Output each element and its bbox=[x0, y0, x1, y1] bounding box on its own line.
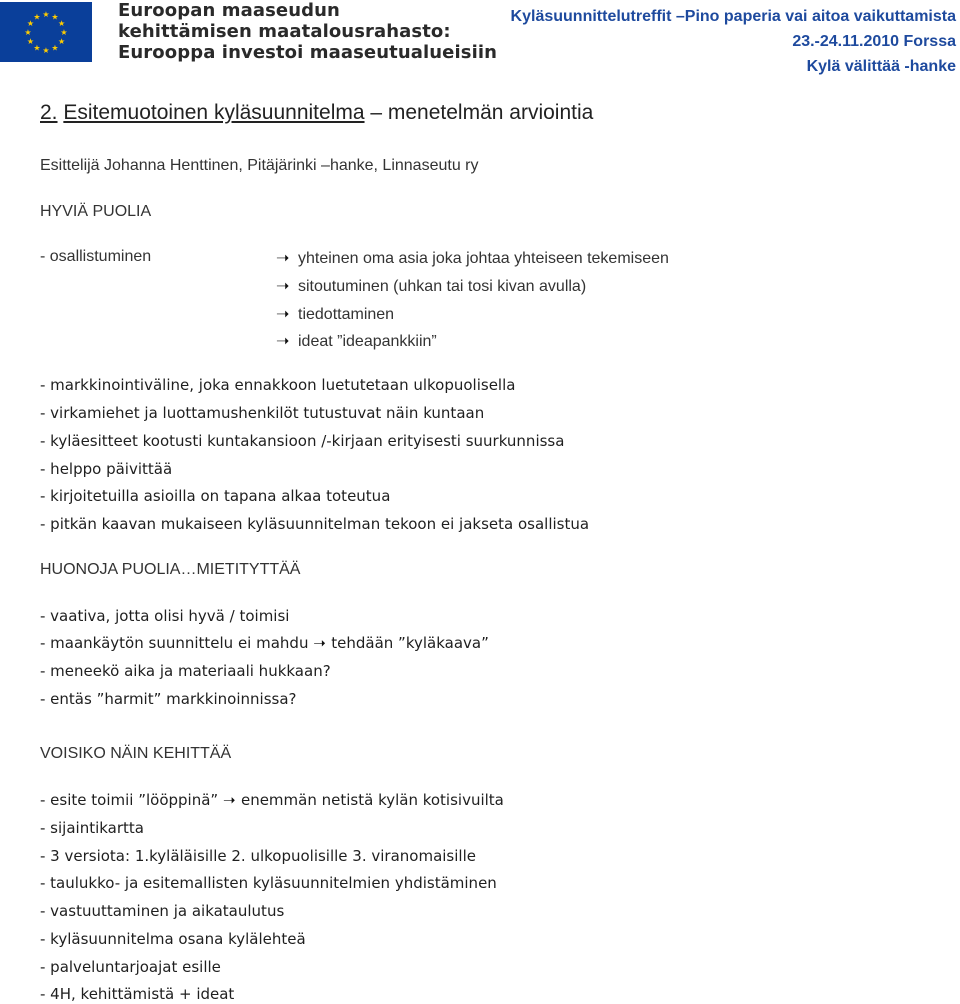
good-item: - helppo päivittää bbox=[40, 460, 173, 478]
flag-star-icon: ★ bbox=[42, 10, 50, 19]
right-arrow-icon: ➝ bbox=[276, 333, 290, 350]
improve-item: - 3 versiota: 1.kyläläisille 2. ulkopuolisille 3. viranomaisille bbox=[40, 847, 476, 865]
flag-star-icon: ★ bbox=[26, 19, 34, 28]
bad-item: - entäs ”harmit” markkinoinnissa? bbox=[40, 690, 297, 708]
right-arrow-icon: ➝ bbox=[313, 634, 326, 652]
improve-item: - vastuuttaminen ja aikataulutus bbox=[40, 902, 285, 920]
flag-star-icon: ★ bbox=[33, 12, 41, 22]
flag-star-icon: ★ bbox=[24, 28, 32, 37]
right-arrow-icon: ➝ bbox=[276, 306, 290, 323]
good-item: - kyläesitteet kootusti kuntakansioon /-kirjaan erityisesti suurkunnissa bbox=[40, 432, 565, 450]
improve-item: - 4H, kehittämistä + ideat bbox=[40, 985, 235, 1003]
participation-label: - osallistuminen bbox=[40, 248, 152, 265]
arrow-item: ➝ tiedottaminen bbox=[276, 306, 395, 323]
bad-item: - meneekö aika ja materiaali hukkaan? bbox=[40, 662, 331, 680]
page-header bbox=[0, 0, 960, 75]
right-arrow-icon: ➝ bbox=[276, 250, 290, 267]
flag-star-icon: ★ bbox=[26, 37, 34, 46]
improve-item: - palveluntarjoajat esille bbox=[40, 958, 221, 976]
fund-line: Euroopan maaseudun bbox=[118, 0, 340, 21]
event-title: Kyläsuunnittelutreffit –Pino paperia vai aitoa vaikuttamista bbox=[510, 8, 956, 25]
arrow-item: ➝ ideat ”ideapankkiin” bbox=[276, 333, 437, 350]
bad-item: - maankäytön suunnittelu ei mahdu ➝ tehdään ”kyläkaava” bbox=[40, 634, 489, 652]
fund-line: kehittämisen maatalousrahasto: bbox=[118, 21, 451, 42]
eu-flag-icon bbox=[0, 2, 92, 62]
good-item: - virkamiehet ja luottamushenkilöt tutustuvat näin kuntaan bbox=[40, 404, 485, 422]
improve-item: - esite toimii ”lööppinä” ➝ enemmän netistä kylän kotisivuilta bbox=[40, 791, 504, 809]
good-item: - markkinointiväline, joka ennakkoon luetutetaan ulkopuolisella bbox=[40, 376, 516, 394]
flag-star-icon: ★ bbox=[42, 46, 50, 55]
right-arrow-icon: ➝ bbox=[276, 278, 290, 295]
event-date: 23.-24.11.2010 Forssa bbox=[792, 33, 956, 50]
improve-item: - taulukko- ja esitemallisten kyläsuunnitelmien yhdistäminen bbox=[40, 874, 497, 892]
heading-underlined: Esitemuotoinen kyläsuunnitelma bbox=[63, 101, 365, 124]
flag-star-icon: ★ bbox=[51, 43, 59, 53]
flag-star-icon: ★ bbox=[58, 19, 66, 28]
fund-line: Eurooppa investoi maaseutualueisiin bbox=[118, 42, 498, 63]
fund-title bbox=[118, 0, 498, 63]
event-info bbox=[511, 4, 956, 79]
bad-title: HUONOJA PUOLIA…MIETITYTTÄÄ bbox=[40, 561, 301, 578]
right-arrow-icon: ➝ bbox=[222, 791, 236, 809]
flag-star-icon: ★ bbox=[60, 28, 68, 37]
improve-item: - kyläsuunnitelma osana kylälehteä bbox=[40, 930, 306, 948]
heading-number: 2. bbox=[40, 101, 58, 124]
arrow-item: ➝ sitoutuminen (uhkan tai tosi kivan avulla) bbox=[276, 278, 587, 295]
flag-star-icon: ★ bbox=[58, 37, 66, 46]
arrow-item: ➝ yhteinen oma asia joka johtaa yhteiseen tekemiseen bbox=[276, 250, 669, 267]
event-project: Kylä välittää -hanke bbox=[806, 58, 956, 75]
good-item: - pitkän kaavan mukaiseen kyläsuunnitelman tekoon ei jakseta osallistua bbox=[40, 515, 590, 533]
heading-rest: – menetelmän arviointia bbox=[364, 101, 594, 124]
improve-item: - sijaintikartta bbox=[40, 819, 144, 837]
bad-item: - vaativa, jotta olisi hyvä / toimisi bbox=[40, 607, 290, 625]
good-title: HYVIÄ PUOLIA bbox=[40, 203, 152, 220]
flag-star-icon: ★ bbox=[51, 12, 59, 22]
good-item: - kirjoitetuilla asioilla on tapana alkaa toteutua bbox=[40, 487, 391, 505]
improve-title: VOISIKO NÄIN KEHITTÄÄ bbox=[40, 745, 232, 762]
flag-star-icon: ★ bbox=[33, 43, 41, 53]
page-title bbox=[40, 101, 593, 125]
presenter: Esittelijä Johanna Henttinen, Pitäjärinki –hanke, Linnaseutu ry bbox=[40, 157, 479, 174]
